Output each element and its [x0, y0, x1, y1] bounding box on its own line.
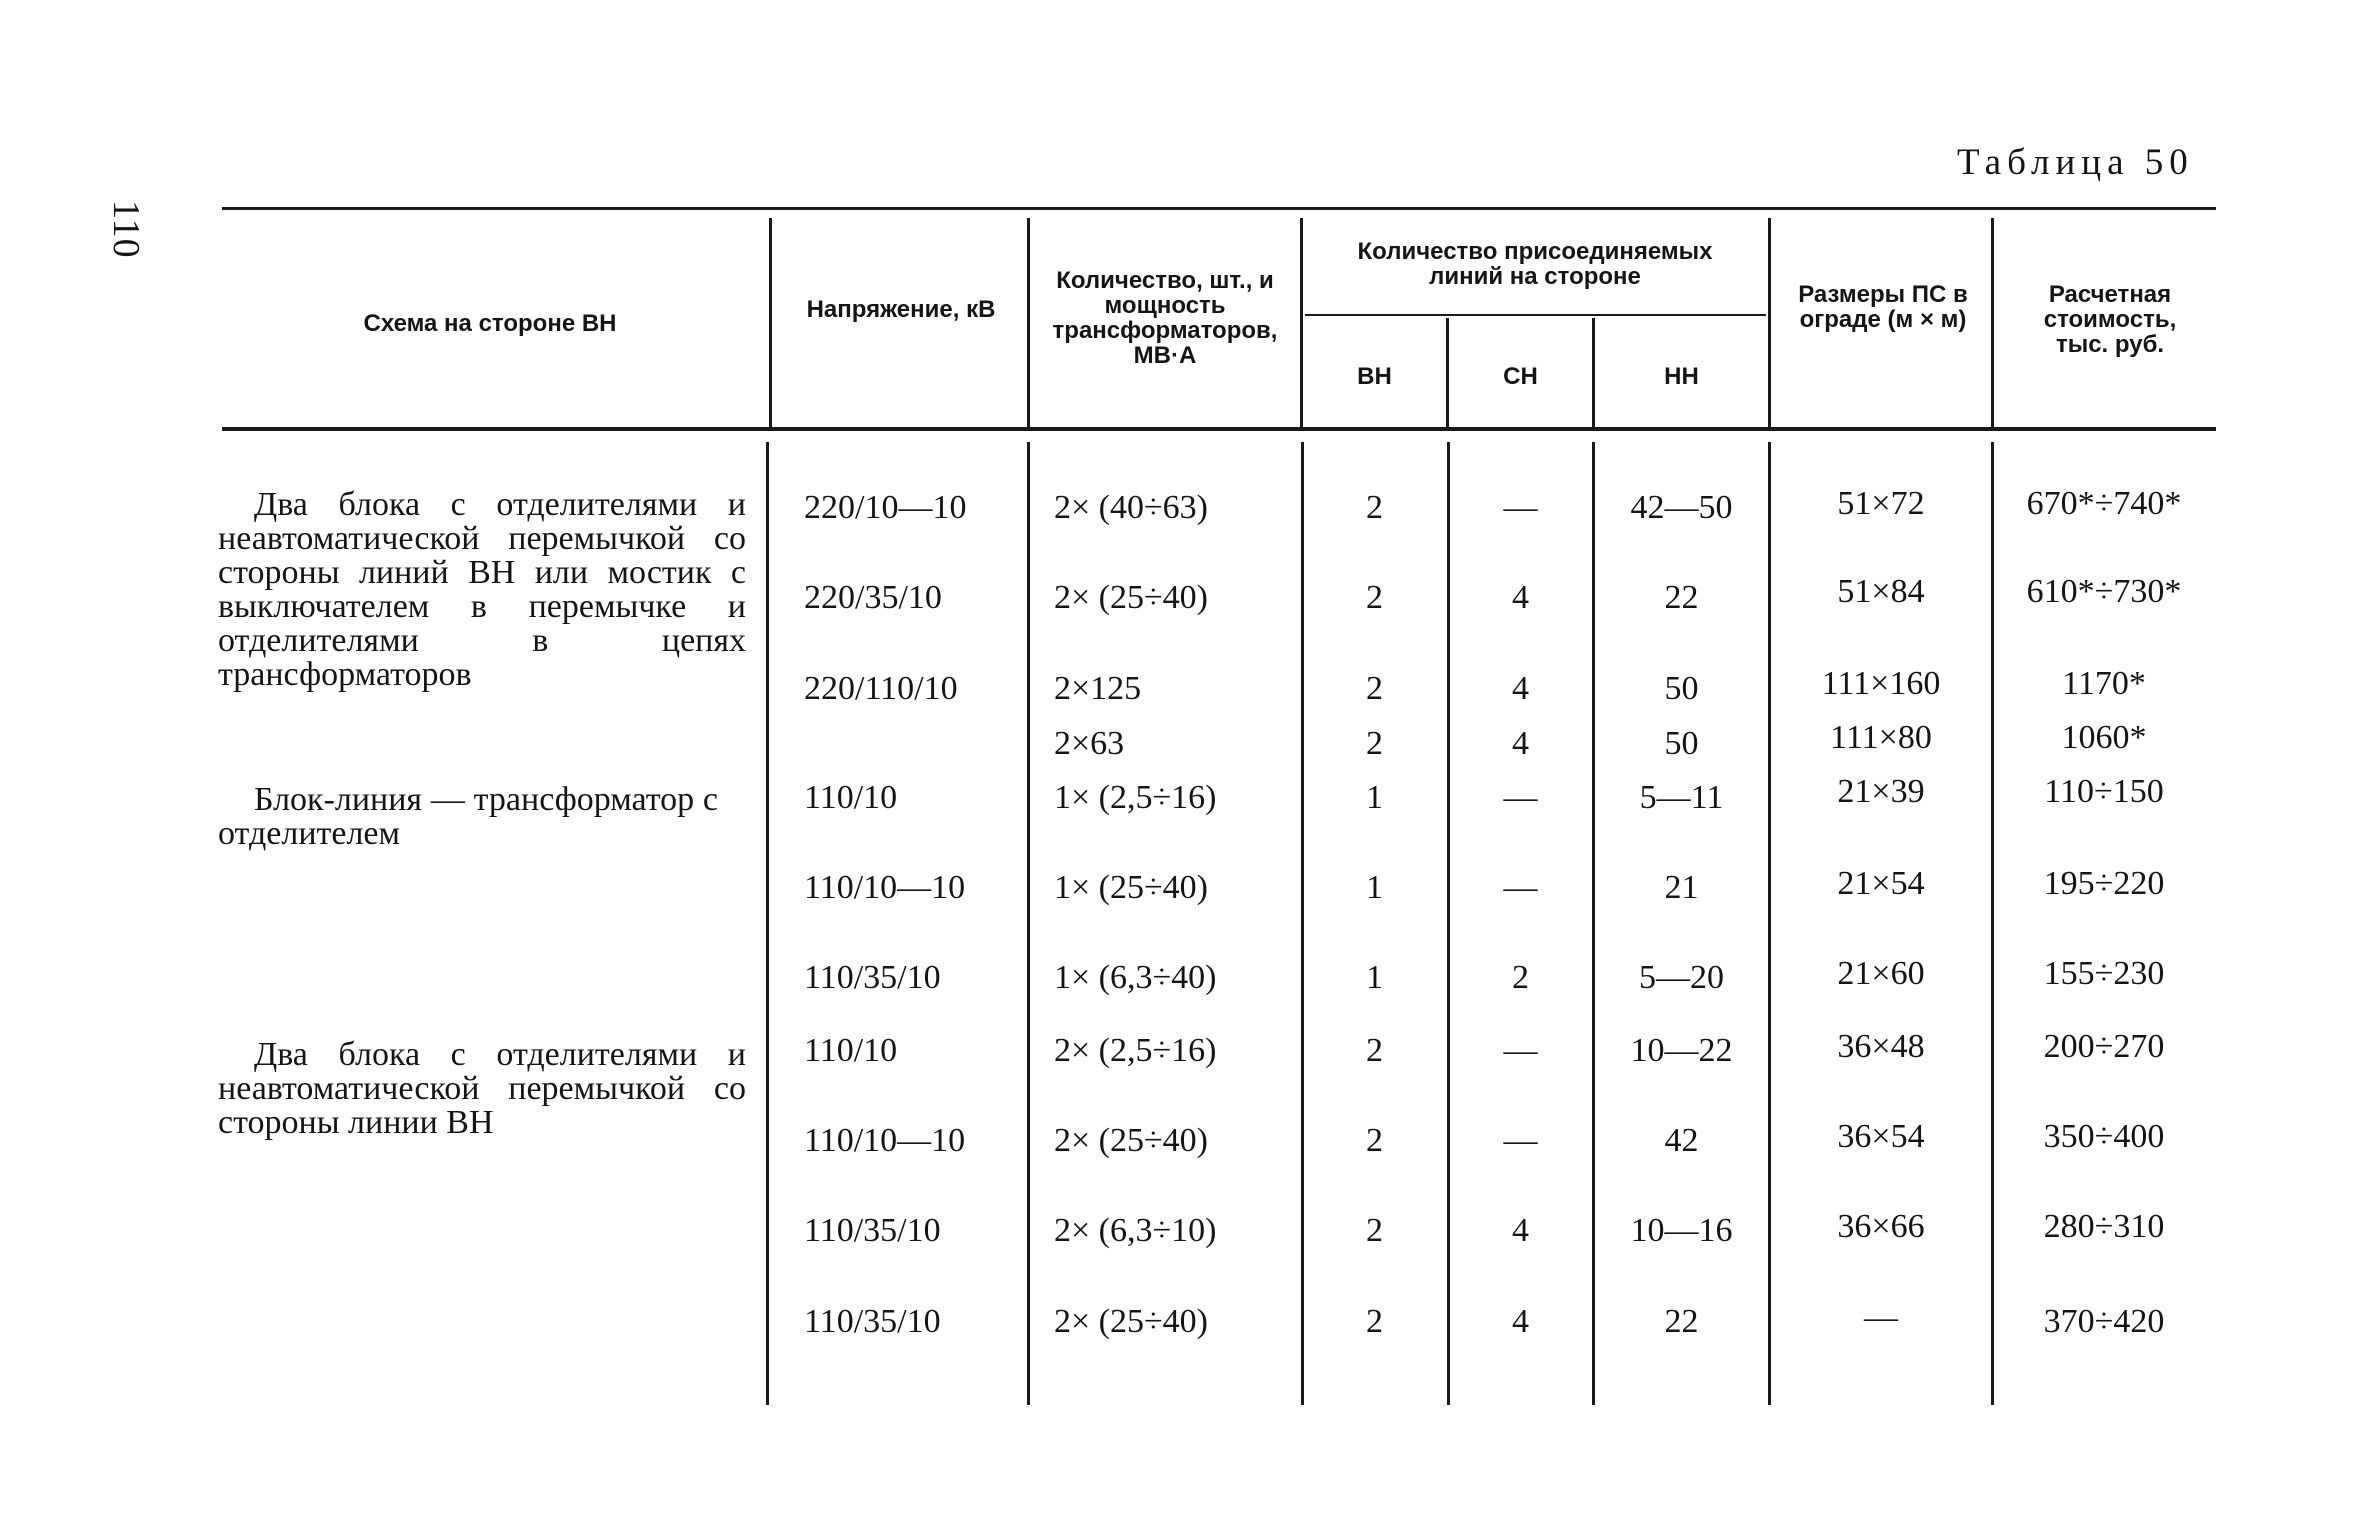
cell-vn: 2 [1366, 579, 1383, 616]
header-quantity-power: Количество, шт., и мощность трансформаторов, МВ·А [1052, 267, 1278, 369]
col-divider-header-7 [1991, 218, 1994, 427]
cell-voltage: 110/10 [804, 779, 898, 816]
cell-voltage: 110/10 [804, 1032, 898, 1069]
cell-sn: — [1503, 489, 1538, 526]
cell-nn: 5—20 [1639, 959, 1724, 996]
cell-voltage: 220/10—10 [804, 489, 967, 526]
cell-cost: 195÷220 [2043, 865, 2165, 902]
header-nn: НН [1664, 363, 1699, 390]
cell-voltage: 220/110/10 [804, 670, 958, 707]
scheme-description: Два блока с отделителями и неавтоматической перемычкой со стороны линий ВН или мостик с выключателем в перемычке и отделителями в цепях трансформаторов [218, 486, 746, 693]
cell-vn: 2 [1366, 489, 1383, 526]
cell-quantity: 2× (25÷40) [1054, 1303, 1208, 1340]
col-divider-header-1 [769, 218, 772, 427]
cell-size: 21×54 [1837, 865, 1925, 902]
header-cost: Расчетная стоимость, тыс. руб. [2043, 281, 2177, 358]
cell-nn: 21 [1664, 869, 1699, 906]
col-divider-header-3 [1300, 218, 1303, 427]
cell-sn: 4 [1512, 725, 1529, 762]
cell-vn: 2 [1366, 1303, 1383, 1340]
cell-quantity: 1× (2,5÷16) [1054, 779, 1217, 816]
cell-quantity: 2×125 [1054, 670, 1142, 707]
cell-size: — [1864, 1299, 1898, 1336]
cell-cost: 350÷400 [2043, 1118, 2165, 1155]
table-title: Таблица 50 [1957, 142, 2194, 183]
cell-sn: — [1503, 779, 1538, 816]
cell-vn: 1 [1366, 779, 1383, 816]
col-divider-body-1 [766, 442, 769, 1405]
cell-sn: 4 [1512, 670, 1529, 707]
cell-sn: 4 [1512, 1212, 1529, 1249]
header-sn: СН [1503, 363, 1538, 390]
cell-sn: — [1503, 1122, 1538, 1159]
table-top-rule [222, 207, 2216, 210]
cell-vn: 2 [1366, 725, 1383, 762]
page-number: 110 [105, 200, 147, 259]
scheme-description: Два блока с отделителями и неавтоматической перемычкой со стороны линии ВН [218, 1036, 746, 1141]
cell-size: 36×66 [1837, 1208, 1925, 1245]
connected-lines-rule [1305, 314, 1766, 316]
cell-quantity: 1× (25÷40) [1054, 869, 1208, 906]
cell-quantity: 2× (2,5÷16) [1054, 1032, 1217, 1069]
cell-nn: 22 [1664, 579, 1699, 616]
cell-vn: 1 [1366, 869, 1383, 906]
header-connected-lines: Количество присоединяемых линий на стороне [1357, 238, 1713, 290]
cell-voltage: 110/35/10 [804, 1212, 941, 1249]
cell-quantity: 1× (6,3÷40) [1054, 959, 1217, 996]
col-divider-header-2 [1027, 218, 1030, 427]
cell-voltage: 110/10—10 [804, 1122, 966, 1159]
cell-size: 111×80 [1830, 719, 1932, 756]
cell-nn: 10—22 [1630, 1032, 1733, 1069]
cell-cost: 370÷420 [2043, 1303, 2165, 1340]
cell-nn: 10—16 [1630, 1212, 1733, 1249]
cell-nn: 50 [1664, 670, 1699, 707]
cell-quantity: 2× (40÷63) [1054, 489, 1208, 526]
cell-vn: 1 [1366, 959, 1383, 996]
cell-cost: 155÷230 [2043, 955, 2165, 992]
cell-sn: — [1503, 1032, 1538, 1069]
cell-vn: 2 [1366, 670, 1383, 707]
header-voltage: Напряжение, кВ [806, 296, 996, 323]
cell-cost: 1170* [2062, 665, 2146, 702]
cell-sn: 4 [1512, 1303, 1529, 1340]
cell-cost: 280÷310 [2043, 1208, 2165, 1245]
cell-nn: 42 [1664, 1122, 1699, 1159]
cell-nn: 5—11 [1639, 779, 1724, 816]
cell-voltage: 110/35/10 [804, 1303, 941, 1340]
cell-quantity: 2× (25÷40) [1054, 579, 1208, 616]
cell-voltage: 220/35/10 [804, 579, 942, 616]
cell-cost: 1060* [2061, 719, 2147, 756]
cell-sn: 4 [1512, 579, 1529, 616]
cell-vn: 2 [1366, 1212, 1383, 1249]
cell-nn: 42—50 [1630, 489, 1733, 526]
cell-cost: 670*÷740* [2026, 485, 2182, 522]
cell-sn: 2 [1512, 959, 1529, 996]
cell-voltage: 110/10—10 [804, 869, 966, 906]
cell-quantity: 2×63 [1054, 725, 1125, 762]
cell-quantity: 2× (6,3÷10) [1054, 1212, 1217, 1249]
cell-sn: — [1503, 869, 1538, 906]
cell-cost: 110÷150 [2044, 773, 2164, 810]
cell-voltage: 110/35/10 [804, 959, 941, 996]
header-scheme: Схема на стороне ВН [363, 310, 617, 337]
scheme-description: Блок-линия — трансформатор с отделителем [218, 781, 718, 852]
header-size: Размеры ПС в ограде (м × м) [1798, 281, 1968, 333]
cell-quantity: 2× (25÷40) [1054, 1122, 1208, 1159]
cell-size: 21×39 [1837, 773, 1925, 810]
cell-nn: 22 [1664, 1303, 1699, 1340]
cell-size: 51×84 [1837, 573, 1925, 610]
cell-nn: 50 [1664, 725, 1699, 762]
cell-vn: 2 [1366, 1122, 1383, 1159]
cell-cost: 610*÷730* [2026, 573, 2182, 610]
cell-size: 111×160 [1821, 665, 1941, 702]
cell-size: 21×60 [1837, 955, 1925, 992]
col-divider-header-6 [1768, 218, 1771, 427]
cell-size: 51×72 [1837, 485, 1925, 522]
cell-size: 36×48 [1837, 1028, 1925, 1065]
cell-vn: 2 [1366, 1032, 1383, 1069]
header-vn: ВН [1357, 363, 1392, 390]
header-bottom-rule [222, 427, 2216, 431]
cell-cost: 200÷270 [2043, 1028, 2165, 1065]
cell-size: 36×54 [1837, 1118, 1925, 1155]
